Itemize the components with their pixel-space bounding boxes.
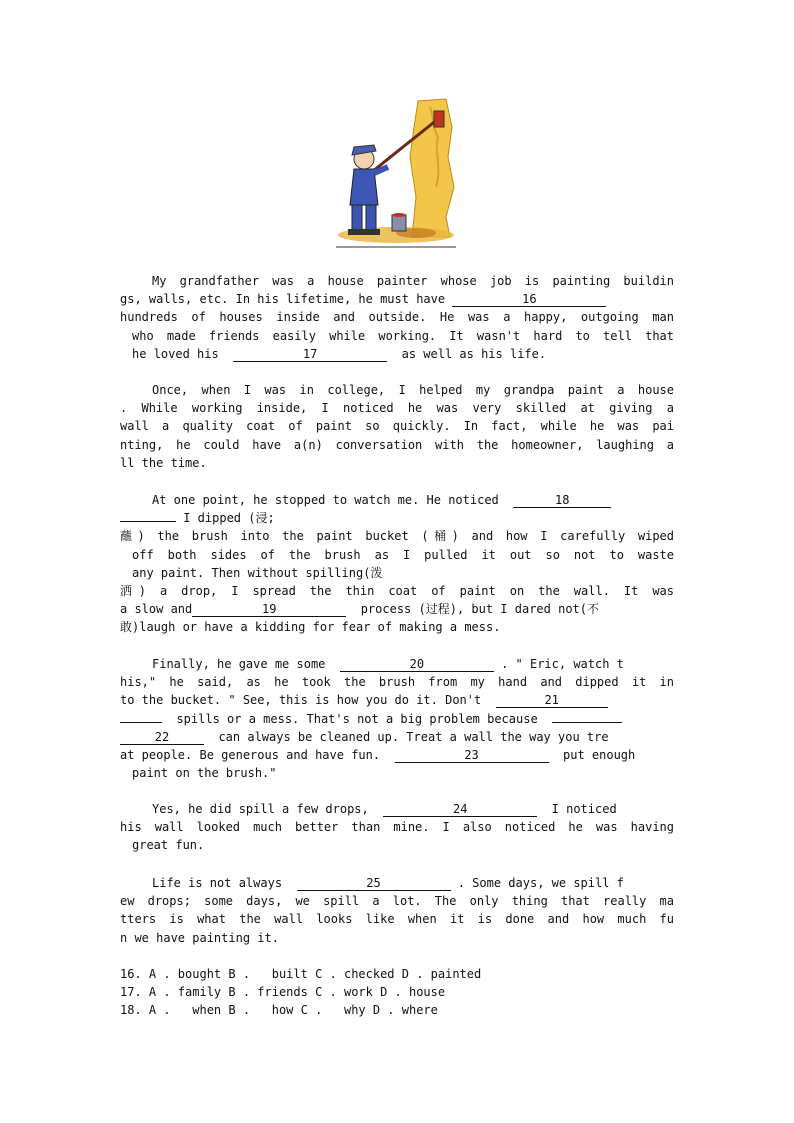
paragraph-6	[120, 874, 674, 947]
blank-20[interactable]: 20	[340, 657, 494, 672]
text-line: . While working inside, I noticed he was very skilled at giving a	[120, 401, 674, 416]
text-line: Finally, he gave me some 20 . " Eric, watch t	[152, 657, 624, 671]
text-line: wall a quality coat of paint so quickly. In fact, while he was pai	[120, 419, 674, 434]
blank-17[interactable]: 17	[233, 347, 387, 362]
text-line: at people. Be generous and have fun. 23 put enough	[120, 747, 636, 762]
text-line: hundreds of houses inside and outside. He was a happy, outgoing man	[120, 310, 674, 325]
blank-25[interactable]: 25	[297, 876, 451, 891]
blank-18-continued[interactable]	[120, 521, 176, 522]
text-line: who made friends easily while working. It wasn't hard to tell that	[132, 328, 674, 343]
blank-24[interactable]: 24	[383, 802, 537, 817]
text-line: My grandfather was a house painter whose job is painting buildin	[152, 274, 674, 288]
text-line: he loved his 17 as well as his life.	[132, 346, 547, 361]
text-line: At one point, he stopped to watch me. He noticed 18	[120, 491, 674, 509]
text-line: great fun.	[132, 838, 205, 853]
blank-21-continued[interactable]	[120, 722, 162, 723]
blank-22-start[interactable]	[552, 722, 622, 723]
blank-22[interactable]: 22	[120, 730, 204, 745]
paragraph-2	[120, 381, 674, 472]
text-line: his," he said, as he took the brush from my hand and dipped it in	[120, 675, 674, 690]
text-line: I dipped (浸;	[120, 509, 674, 527]
text-line: gs, walls, etc. In his lifetime, he must have 16	[120, 290, 674, 308]
blank-23[interactable]: 23	[395, 748, 549, 763]
text-line: tters is what the wall looks like when it is done and how much fu	[120, 912, 674, 927]
text-line: 敢)laugh or have a kidding for fear of making a mess.	[120, 620, 501, 635]
text-line: a slow and 19 process (过程), but I dared not(不	[120, 602, 599, 617]
text-line: 蘸) the brush into the paint bucket (桶) and how I carefully wiped	[120, 529, 674, 544]
text-line: ew drops; some days, we spill a lot. The only thing that really ma	[120, 894, 674, 909]
text-line: 22 can always be cleaned up. Treat a wall the way you tre	[120, 728, 674, 746]
text-line: off both sides of the brush as I pulled it out so not to waste	[132, 547, 674, 562]
text-line: spills or a mess. That's not a big problem because	[120, 710, 674, 728]
paragraph-4	[120, 655, 674, 782]
text-line: to the bucket. " See, this is how you do it. Don't 21	[120, 691, 674, 709]
text-line: paint on the brush."	[132, 766, 277, 781]
question-17-options[interactable]: 17. A . family B . friends C . work D . house	[120, 985, 446, 1000]
question-options	[120, 965, 674, 1020]
blank-16[interactable]: 16	[452, 292, 606, 307]
text-line: Once, when I was in college, I helped my grandpa paint a house	[152, 383, 674, 397]
text-line: any paint. Then without spilling(泼	[132, 565, 383, 580]
question-16-options[interactable]: 16. A . bought B . built C . checked D . painted	[120, 967, 482, 981]
question-18-options[interactable]: 18. A . when B . how C . why D . where	[120, 1003, 438, 1018]
paragraph-5	[120, 800, 674, 855]
text-line: n we have painting it.	[120, 930, 279, 945]
text-line: Yes, he did spill a few drops, 24 I noticed	[152, 802, 617, 816]
text-line: ll the time.	[120, 455, 207, 470]
paragraph-3	[120, 491, 674, 637]
text-line: 洒) a drop, I spread the thin coat of paint on the wall. It was	[120, 583, 674, 598]
paragraph-1	[120, 272, 674, 363]
blank-18[interactable]: 18	[513, 493, 611, 508]
blank-19[interactable]: 19	[192, 602, 346, 617]
blank-21[interactable]: 21	[496, 693, 608, 708]
painter-illustration	[334, 97, 458, 249]
text-line: nting, he could have a(n) conversation with the homeowner, laughing a	[120, 437, 674, 452]
text-line: his wall looked much better than mine. I also noticed he was having	[120, 820, 674, 835]
text-line: Life is not always 25 . Some days, we spill f	[152, 876, 624, 890]
